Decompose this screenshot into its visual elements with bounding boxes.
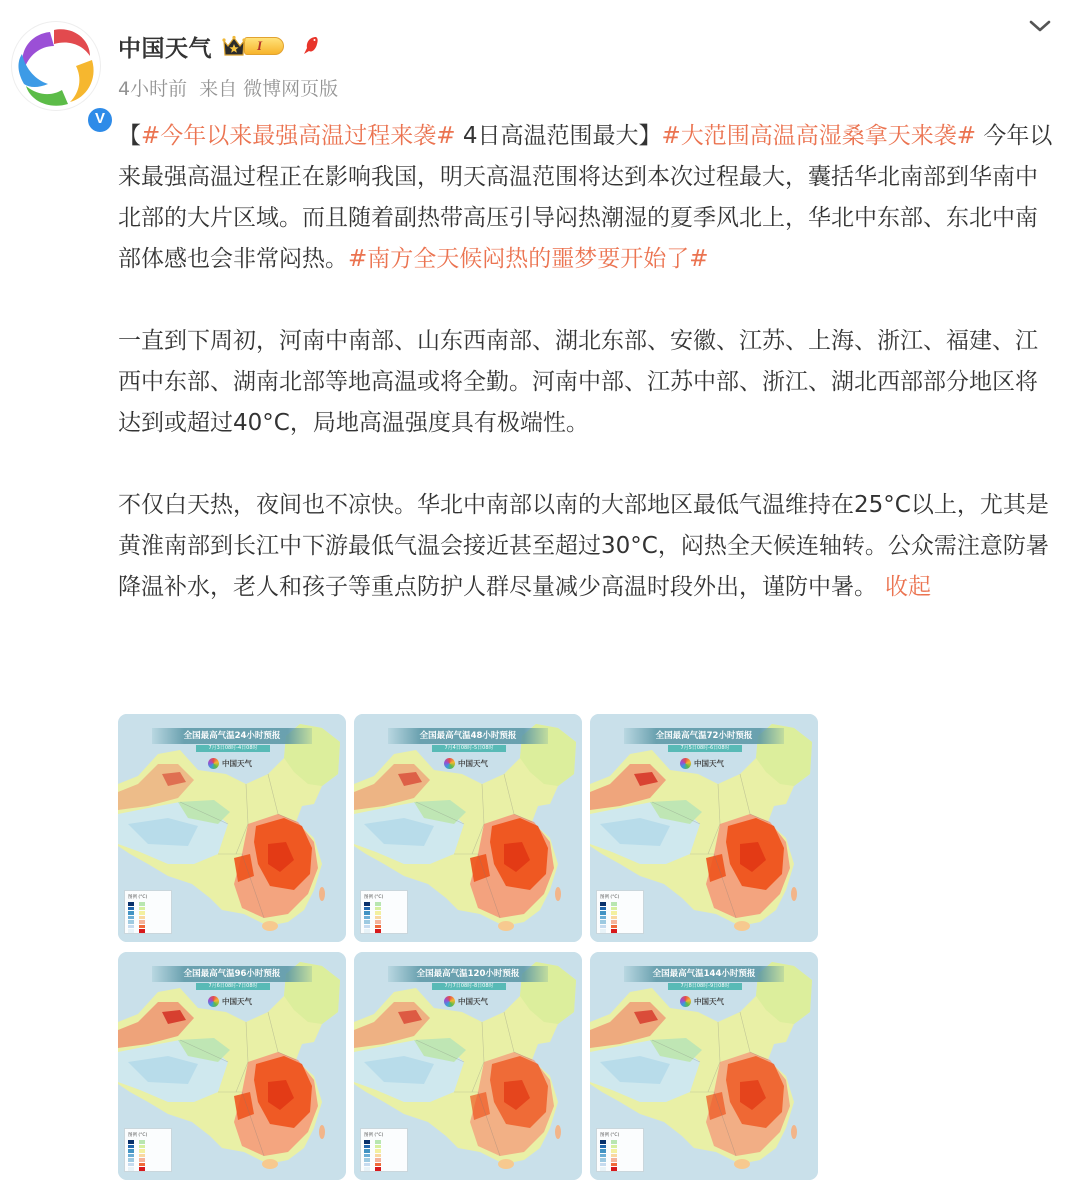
map-image-5[interactable] [354,952,582,1180]
image-grid [118,714,818,1180]
map-logo-text: 中国天气 [694,997,724,1006]
weather-logo-icon [12,22,100,110]
map-logo [680,996,724,1007]
map-image-2[interactable] [354,714,582,942]
username[interactable]: 中国天气 [118,35,212,62]
map-legend [360,1128,408,1172]
weather-logo-icon [680,758,691,769]
map-title: 全国最高气温120小时预报 [388,966,548,982]
map-image-4[interactable] [118,952,346,1180]
map-subtitle: 7月6日08时-7日08时 [196,983,270,990]
map-logo [208,758,252,769]
map-logo-text: 中国天气 [222,759,252,768]
map-subtitle: 7月5日08时-6日08时 [668,745,742,752]
map-logo-text: 中国天气 [458,759,488,768]
collapse-link[interactable]: 收起 [885,574,931,600]
post-time[interactable]: 4小时前 [118,78,188,100]
map-legend [124,1128,172,1172]
map-title: 全国最高气温48小时预报 [388,728,548,744]
hashtag-link[interactable]: #南方全天候闷热的噩梦要开始了# [348,246,709,272]
legend-title: 图例 (°C) [364,1133,384,1138]
level-label: I [244,37,284,55]
map-logo [208,996,252,1007]
map-title: 全国最高气温96小时预报 [152,966,312,982]
map-legend [596,1128,644,1172]
hashtag-link[interactable]: #今年以来最强高温过程来袭# [141,123,456,149]
source-prefix: 来自 [199,78,238,100]
legend-title: 图例 (°C) [600,895,620,900]
map-subtitle: 7月7日08时-8日08时 [432,983,506,990]
verified-badge-icon: V [86,106,114,134]
post-paragraph-3: 不仅白天热，夜间也不凉快。华北中南部以南的大部地区最低气温维持在25°C以上，尤其是黄淮南部到长江中下游最低气温会接近甚至超过30°C，闷热全天候连轴转。公众需注意防暑降温补水，老人和孩子等重点防护人群尽量减少高温时段外出，谨防中暑。 收起 [118,492,1049,600]
weather-logo-icon [208,758,219,769]
avatar[interactable] [12,22,105,127]
map-title: 全国最高气温72小时预报 [624,728,784,744]
weather-logo-icon [444,758,455,769]
legend-title: 图例 (°C) [364,895,384,900]
map-legend [596,890,644,934]
map-logo [444,758,488,769]
map-logo-text: 中国天气 [458,997,488,1006]
map-logo [680,758,724,769]
weather-logo-icon [208,996,219,1007]
weather-logo-icon [444,996,455,1007]
post-source[interactable]: 微博网页版 [243,78,339,100]
map-image-1[interactable] [118,714,346,942]
map-logo-text: 中国天气 [222,997,252,1006]
map-subtitle: 7月4日08时-5日08时 [432,745,506,752]
map-image-3[interactable] [590,714,818,942]
map-title: 全国最高气温144小时预报 [624,966,784,982]
koi-fish-icon[interactable] [302,35,320,57]
map-subtitle: 7月8日08时-9日08时 [668,983,742,990]
legend-title: 图例 (°C) [128,1133,148,1138]
map-title: 全国最高气温24小时预报 [152,728,312,744]
post-paragraph-2: 一直到下周初，河南中南部、山东西南部、湖北东部、安徽、江苏、上海、浙江、福建、江西中东部、湖南北部等地高温或将全勤。河南中部、江苏中部、浙江、湖北西部部分地区将达到或超过40°C，局地高温强度具有极端性。 [118,328,1038,436]
weather-logo-icon [680,996,691,1007]
chevron-down-icon[interactable] [1028,16,1052,36]
vip-level-badge[interactable] [222,34,284,58]
map-subtitle: 7月3日08时-4日08时 [196,745,270,752]
map-legend [360,890,408,934]
hashtag-link[interactable]: #大范围高温高湿桑拿天来袭# [661,123,977,149]
map-legend [124,890,172,934]
post-body [118,116,1058,608]
map-image-6[interactable] [590,952,818,1180]
crown-icon [222,35,246,57]
legend-title: 图例 (°C) [600,1133,620,1138]
legend-title: 图例 (°C) [128,895,148,900]
map-logo-text: 中国天气 [694,759,724,768]
map-logo [444,996,488,1007]
post-paragraph-1: 【#今年以来最强高温过程来袭# 4日高温范围最大】#大范围高温高湿桑拿天来袭# 今年以来最强高温过程正在影响我国，明天高温范围将达到本次过程最大，囊括华北南部到华南中北部的大片区域。而且随着副热带高压引导闷热潮湿的夏季风北上，华北中东部、东北中南部体感也会非常闷热。#南方全天候闷热的噩梦要开始了# [118,123,1053,272]
